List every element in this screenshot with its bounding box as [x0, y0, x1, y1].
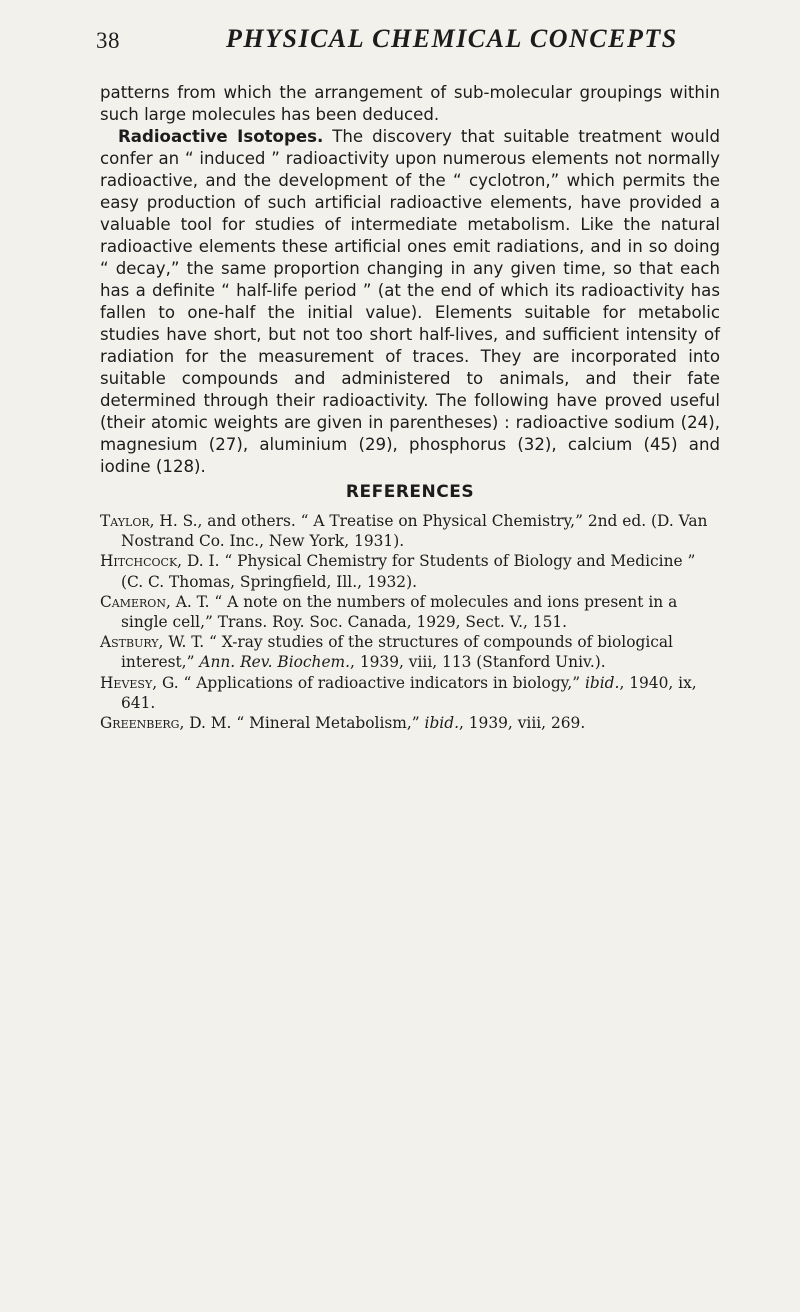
reference-item — [100, 551, 720, 591]
reference-text: “ Mineral Metabolism,” — [231, 714, 425, 733]
reference-details: , 1939, viii, 113 (Stanford Univ.). — [350, 653, 606, 672]
reference-author: Hitchcock, D. I. — [100, 552, 220, 571]
body-paragraph: patterns from which the arrangement of sub-molecular groupings within such large molecules has been deduced. — [100, 83, 720, 124]
body-paragraph-radioactive-isotopes — [100, 126, 720, 478]
references-heading: REFERENCES — [345, 482, 475, 502]
reference-author: Cameron, A. T. — [100, 592, 210, 611]
reference-author: Astbury, W. T. — [100, 633, 205, 652]
reference-journal: ibid. — [424, 714, 459, 733]
reference-author: Greenberg, D. M. — [100, 714, 232, 733]
reference-item — [100, 673, 720, 713]
reference-journal: Ann. Rev. Biochem. — [199, 653, 351, 672]
reference-author: Hevesy, G. — [100, 673, 179, 692]
reference-text: “ X-ray studies of the structures of compounds of biological interest,” — [121, 633, 673, 672]
reference-journal: ibid. — [584, 673, 620, 692]
reference-text: “ Applications of radioactive indicators in biology,” — [178, 673, 585, 692]
page-number: 38 — [96, 28, 120, 53]
reference-text: “ Physical Chemistry for Students of Biology and Medicine ” (C. C. Thomas, Springfield, Ill., 1932). — [121, 552, 696, 591]
reference-text: “ A note on the numbers of molecules and ions present in a single cell,” Trans. Roy. Soc. Canada, 1929, Sect. V., 151. — [121, 592, 678, 632]
section-run-in-heading: Radioactive Isotopes. — [118, 127, 324, 146]
body-text — [100, 82, 720, 478]
reference-item — [100, 632, 720, 672]
reference-details: , 1940, ix, 641. — [121, 673, 697, 712]
references-list — [100, 511, 720, 733]
reference-author: Taylor, H. S., — [100, 512, 203, 530]
paragraph-text: The discovery that suitable treatment would confer an “ induced ” radioactivity upon numerous elements not normally radioactive, and the development of the “ cyclotron,” which permits the easy production of such artificial radioactive elements, have provided a valuable tool for studies of intermediate metabolism. Like the natural radioactive elements these artificial ones emit radiations, and in so doing “ decay,” the same proportion changing in any given time, so that each has a definite “ half-life period ” (at the end of which its radioactivity has fallen to one-half the initial value). Elements suitable for metabolic studies have short, but not too short half-lives, and sufficient intensity of radiation for the measurement of traces. They are incorporated into suitable compounds and administered to animals, and their fate determined through their radioactivity. The following have proved useful (their atomic weights are given in parentheses) : radioactive sodium (24), magnesium (27), aluminium (29), phosphorus (32), calcium (45) and iodine (128). — [100, 127, 720, 476]
page-header-title: PHYSICAL CHEMICAL CONCEPTS — [226, 24, 678, 53]
reference-text: and others. “ A Treatise on Physical Chemistry,” 2nd ed. (D. Van Nostrand Co. Inc., New York, 1931). — [121, 512, 708, 551]
reference-item — [100, 713, 720, 733]
running-head — [96, 22, 712, 58]
reference-item — [100, 511, 720, 551]
reference-details: , 1939, viii, 269. — [458, 714, 586, 733]
reference-item — [100, 592, 720, 632]
